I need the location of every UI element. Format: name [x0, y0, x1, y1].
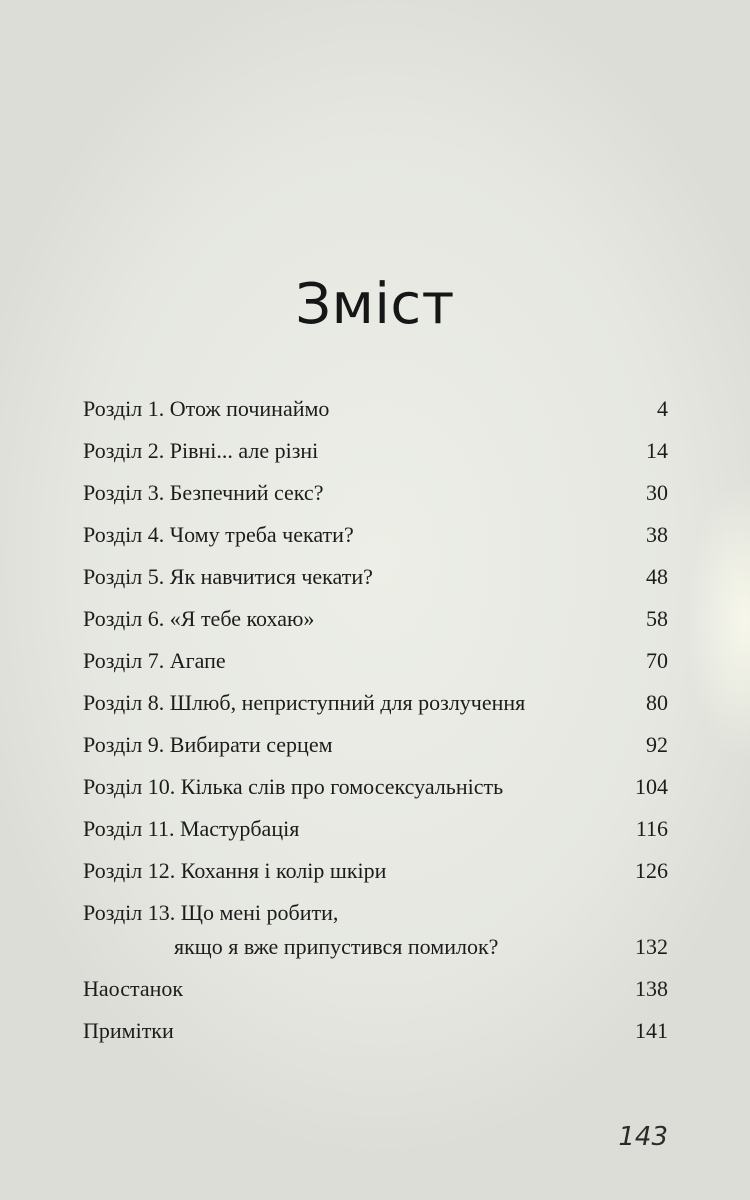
toc-entry-label: Розділ 4. Чому треба чекати?: [83, 522, 354, 547]
toc-entry: [83, 605, 668, 632]
toc-entry: [83, 647, 668, 674]
toc-entry: [83, 689, 668, 716]
toc-entry-label: Розділ 11. Мастурбація: [83, 816, 300, 841]
toc-entry-page: 48: [646, 564, 668, 589]
toc-entry-page: 70: [646, 648, 668, 673]
toc-entry: [83, 563, 668, 590]
toc-entry: [83, 975, 668, 1002]
toc-entry-label: Розділ 8. Шлюб, неприступний для розлучення: [83, 690, 526, 715]
toc-entry-page: 116: [635, 816, 668, 841]
toc-entry-label: Розділ 7. Агапе: [83, 648, 226, 673]
toc-entry-label-continued: якщо я вже припустився помилок?: [174, 934, 499, 959]
toc-entry-page: 104: [635, 774, 668, 799]
page-number: 143: [618, 1122, 668, 1152]
toc-entry: [83, 773, 668, 800]
toc-entry-label: Розділ 3. Безпечний секс?: [83, 480, 324, 505]
toc-entry: [83, 395, 668, 422]
toc-entry-page: 80: [646, 690, 668, 715]
toc-entry-label: Розділ 1. Отож починаймо: [83, 396, 330, 421]
toc-entry-page: 138: [635, 976, 668, 1001]
toc-entry: [83, 731, 668, 758]
toc-entry-label: Розділ 10. Кілька слів про гомосексуальність: [83, 774, 504, 799]
toc-entry-label: Розділ 13. Що мені робити,: [83, 900, 339, 925]
toc-entry: [83, 857, 668, 884]
toc-entry-page: 58: [646, 606, 668, 631]
toc-entry-label: Розділ 6. «Я тебе кохаю»: [83, 606, 315, 631]
toc-entry: [83, 1017, 668, 1044]
toc-entry-page: 30: [646, 480, 668, 505]
toc-entry-label: Розділ 9. Вибирати серцем: [83, 732, 333, 757]
toc-entry-page: 92: [646, 732, 668, 757]
toc-entry-page: 141: [635, 1018, 668, 1043]
toc-entry-page: 132: [635, 934, 668, 959]
toc-entry-label: Наостанок: [83, 976, 184, 1001]
toc-entry: [83, 521, 668, 548]
toc-entry-label: Примітки: [83, 1018, 174, 1043]
toc-entry: [83, 815, 668, 842]
toc-entry-page: 14: [646, 438, 668, 463]
toc-entry-label: Розділ 12. Кохання і колір шкіри: [83, 858, 387, 883]
toc-entry-page: 4: [657, 396, 668, 421]
toc-entry: [83, 437, 668, 464]
toc-entry-page: 38: [646, 522, 668, 547]
toc-entry-label: Розділ 5. Як навчитися чекати?: [83, 564, 373, 589]
toc-entry: [83, 479, 668, 506]
toc-entry-label: Розділ 2. Рівні... але різні: [83, 438, 319, 463]
toc-entry: [83, 899, 668, 960]
page-title: Зміст: [295, 272, 455, 337]
toc-entry-page: 126: [635, 858, 668, 883]
